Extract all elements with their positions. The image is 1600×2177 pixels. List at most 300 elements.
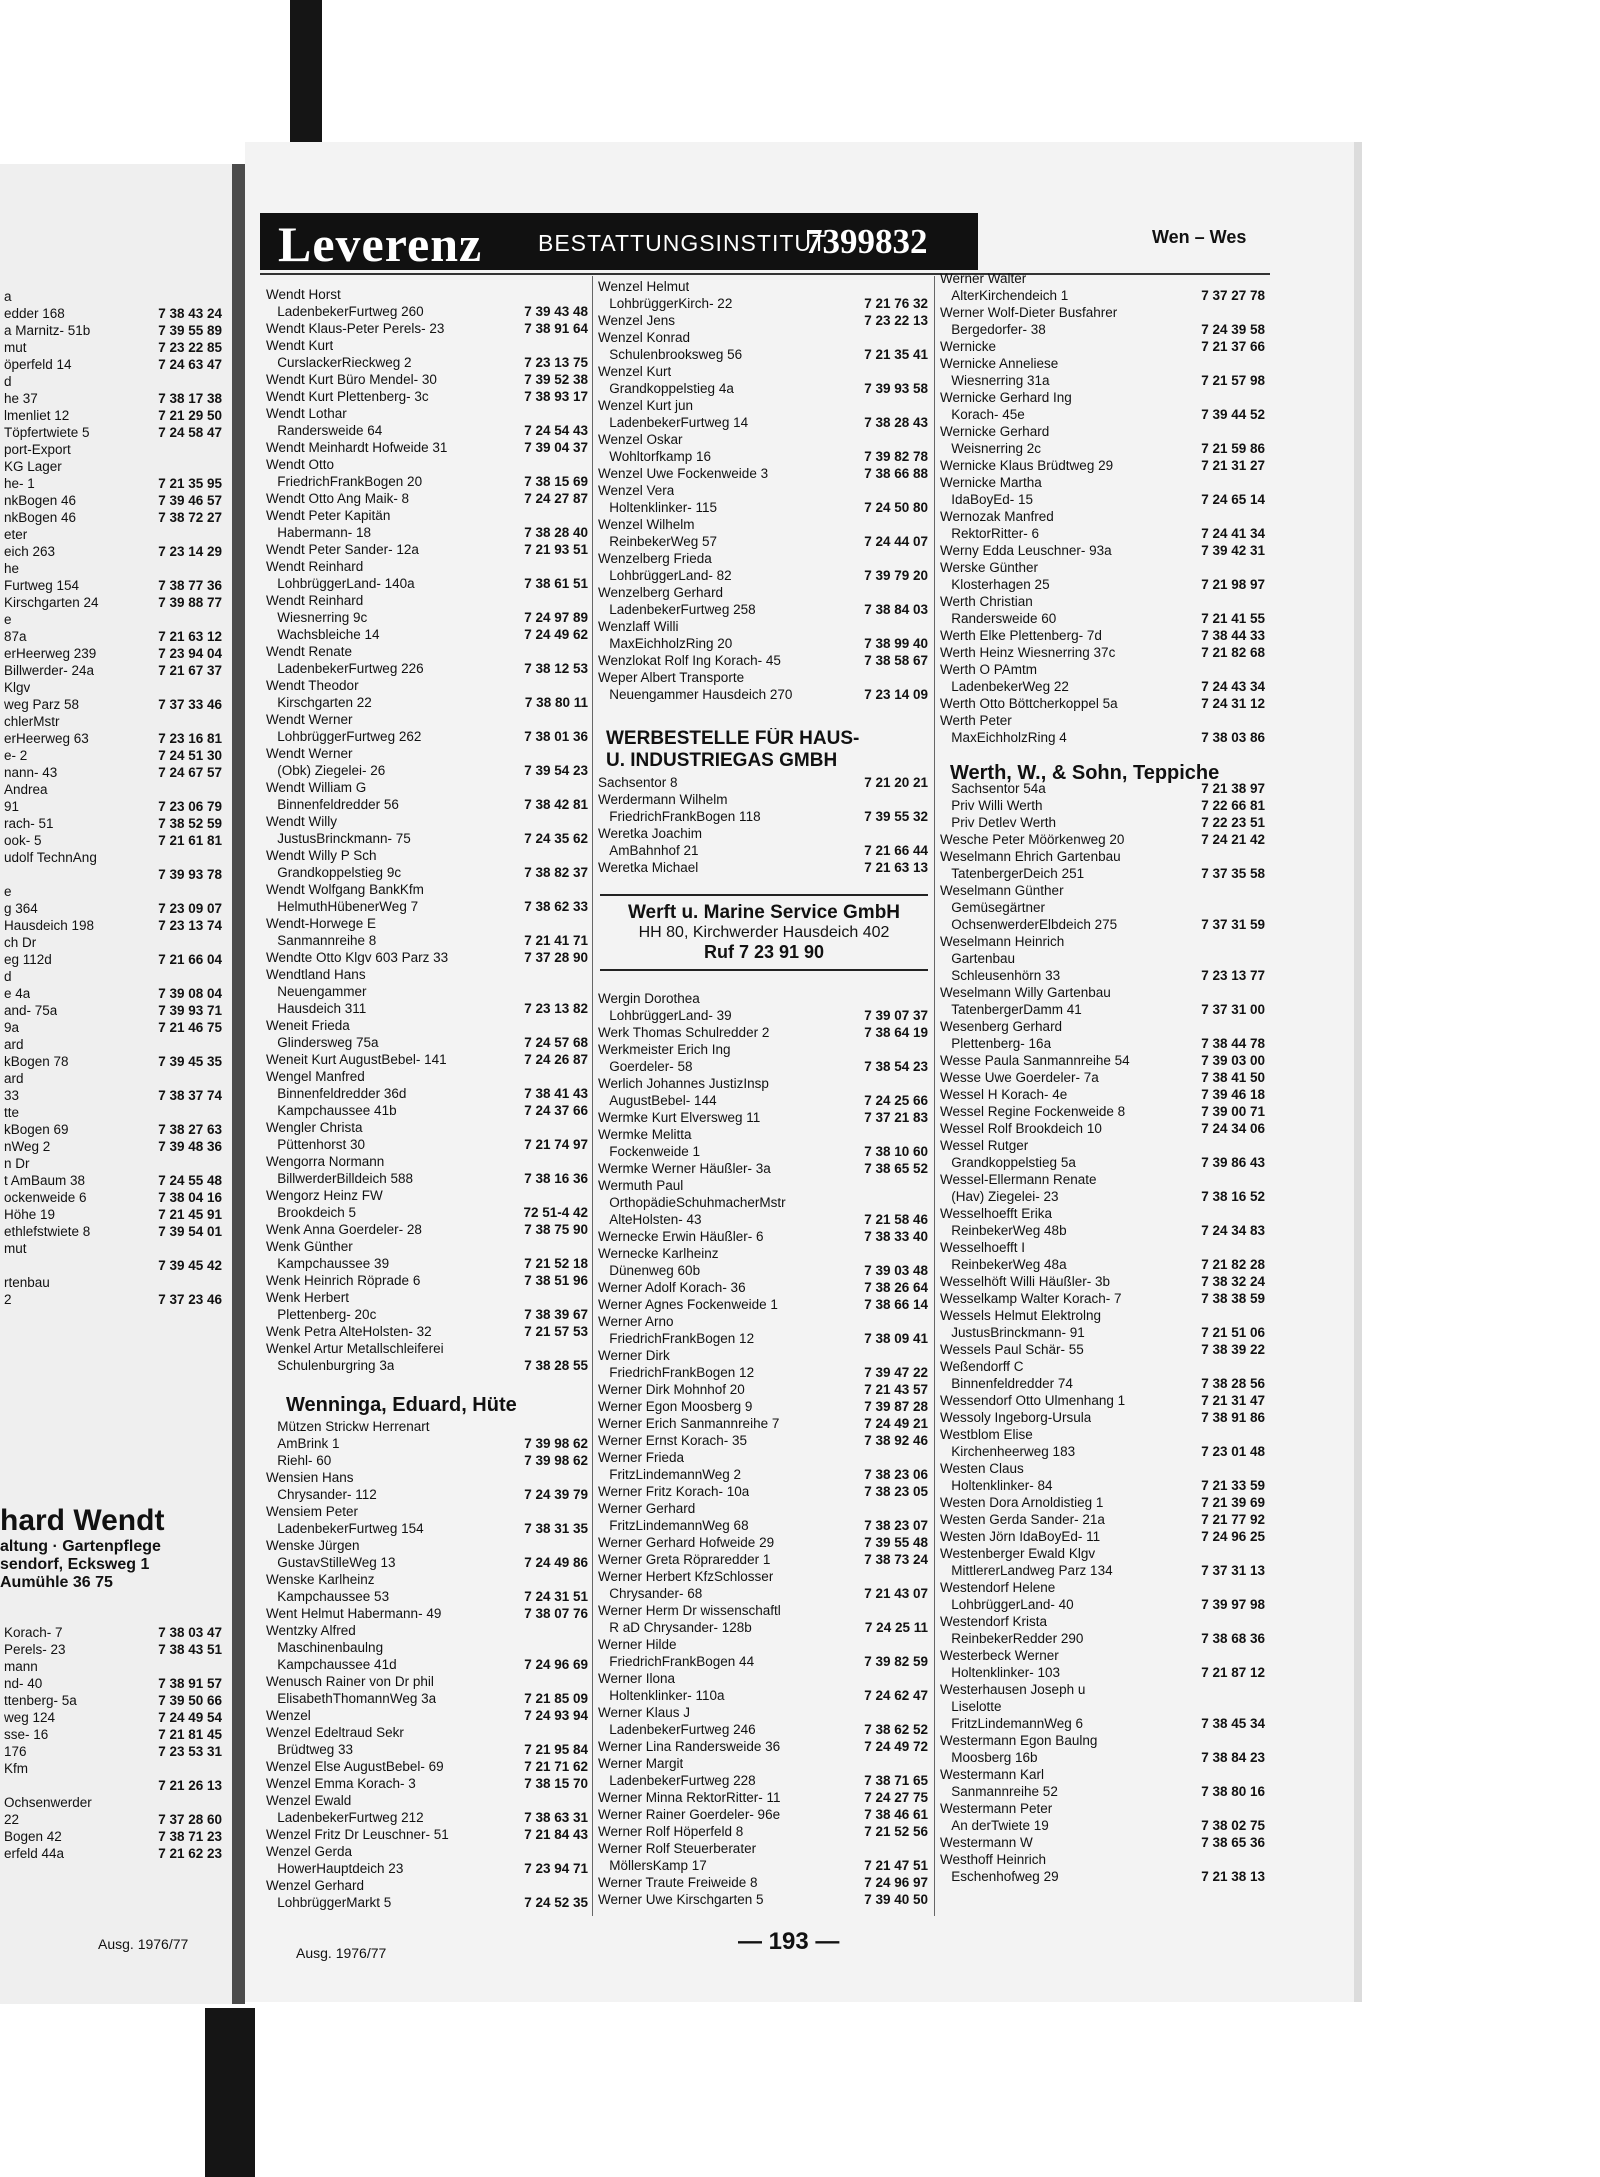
listing-phone: 7 23 13 75	[524, 355, 588, 370]
listing-row	[598, 859, 928, 876]
ad-line: HH 80, Kirchwerder Hausdeich 402	[638, 924, 890, 941]
listing-phone: 7 38 41 43	[524, 1086, 588, 1101]
listing-row	[598, 329, 928, 346]
listing-name: Wenzel Jens	[598, 313, 676, 328]
listing-name: Wermke Melitta	[598, 1127, 692, 1142]
listing-phone: 7 21 52 56	[864, 1824, 928, 1839]
listing-name: Wenzel Ewald	[266, 1793, 352, 1808]
listing-row	[266, 422, 588, 439]
listing-name: Holtenklinker- 84	[940, 1478, 1053, 1493]
listing-row	[940, 1035, 1265, 1052]
listing-phone: 7 38 33 40	[864, 1229, 928, 1244]
listing-row	[266, 558, 588, 575]
listing-phone: 7 23 13 77	[1201, 968, 1265, 983]
listing-name: e	[4, 612, 12, 627]
listing-phone: 7 24 31 51	[524, 1589, 588, 1604]
listing-row	[266, 320, 588, 337]
listing-row	[266, 439, 588, 456]
listing-row	[266, 932, 588, 949]
listing-name: Wendt Renate	[266, 644, 353, 659]
listing-name: Wenzel Uwe Fockenweide 3	[598, 466, 769, 481]
listing-row	[4, 1257, 222, 1274]
listing-name: Furtweg 154	[4, 578, 80, 593]
listing-name: Wenzel Kurt	[598, 364, 672, 379]
listing-phone: 7 24 27 75	[864, 1790, 928, 1805]
listing-phone: 7 39 54 23	[524, 763, 588, 778]
listing-row	[940, 1562, 1265, 1579]
listing-phone: 7 24 54 43	[524, 423, 588, 438]
listing-name: Kirschgarten 22	[266, 695, 372, 710]
listing-row	[940, 1630, 1265, 1647]
listing-phone: 7 21 35 41	[864, 347, 928, 362]
listing-row	[4, 1658, 222, 1675]
listing-row	[940, 287, 1265, 304]
listing-phone: 7 21 58 46	[864, 1212, 928, 1227]
listing-name: Wesse Paula Sanmannreihe 54	[940, 1053, 1130, 1068]
column-2-werbestelle	[598, 774, 928, 884]
page-range-header: Wen – Wes	[1152, 227, 1247, 247]
listing-row	[266, 337, 588, 354]
listing-name: nWeg 2	[4, 1139, 51, 1154]
listing-phone: 7 38 46 61	[864, 1807, 928, 1822]
listing-name: lmenliet 12	[4, 408, 70, 423]
listing-name: ttenberg- 5a	[4, 1693, 77, 1708]
listing-name: Liselotte	[940, 1699, 1002, 1714]
listing-phone: 7 21 87 12	[1201, 1665, 1265, 1680]
listing-phone: 7 38 02 75	[1201, 1818, 1265, 1833]
listing-row	[940, 1868, 1265, 1885]
listing-phone: 7 38 62 33	[524, 899, 588, 914]
listing-phone: 7 21 41 71	[524, 933, 588, 948]
listing-row	[266, 1102, 588, 1119]
listing-row	[4, 458, 222, 475]
banner-phone: 7399832	[805, 222, 928, 261]
listing-phone: 7 38 75 90	[524, 1222, 588, 1237]
listing-phone: 7 23 06 79	[158, 799, 222, 814]
banner-name: Leverenz	[278, 216, 483, 272]
listing-name: Wendte Otto Klgv 603 Parz 33	[266, 950, 449, 965]
listing-name: Wenzel Oskar	[598, 432, 683, 447]
listing-name: Wenzel Gerda	[266, 1844, 353, 1859]
listing-row	[266, 473, 588, 490]
ad-line: Ruf 7 23 91 90	[703, 942, 825, 962]
listing-row	[598, 1211, 928, 1228]
listing-row	[4, 475, 222, 492]
listing-name: ReinbekerWeg 48b	[940, 1223, 1067, 1238]
listing-row	[266, 830, 588, 847]
listing-row	[940, 389, 1265, 406]
listing-name: Kampchaussee 53	[266, 1589, 390, 1604]
listing-name: Wendt Klaus-Peter Perels- 23	[266, 321, 445, 336]
listing-name: Wendt Werner	[266, 712, 353, 727]
listing-row	[940, 916, 1265, 933]
listing-name: Dünenweg 60b	[598, 1263, 701, 1278]
listing-row	[940, 678, 1265, 695]
listing-phone: 7 38 62 52	[864, 1722, 928, 1737]
column-separator	[934, 276, 935, 1916]
listing-row	[940, 1222, 1265, 1239]
listing-name: erfeld 44a	[4, 1846, 65, 1861]
listing-name: Sachsentor 54a	[940, 781, 1046, 796]
listing-phone: 7 39 00 71	[1201, 1104, 1265, 1119]
listing-row	[940, 1188, 1265, 1205]
listing-name: he	[4, 561, 20, 576]
listing-row	[266, 1340, 588, 1357]
listing-phone: 7 38 07 76	[524, 1606, 588, 1621]
listing-row	[598, 1075, 928, 1092]
listing-phone: 7 38 28 40	[524, 525, 588, 540]
listing-name: Werlich Johannes JustizInsp	[598, 1076, 769, 1091]
listing-row	[4, 832, 222, 849]
listing-phone: 7 39 82 78	[864, 449, 928, 464]
listing-phone: 7 21 76 32	[864, 296, 928, 311]
listing-row	[940, 1545, 1265, 1562]
listing-phone: 7 24 55 48	[158, 1173, 222, 1188]
listing-name: Weselmann Willy Gartenbau	[940, 985, 1111, 1000]
listing-row	[940, 1613, 1265, 1630]
listing-name: Sanmannreihe 8	[266, 933, 377, 948]
listing-row	[598, 584, 928, 601]
listing-row	[940, 882, 1265, 899]
listing-name: LadenbekerFurtweg 154	[266, 1521, 424, 1536]
listing-name: rach- 51	[4, 816, 54, 831]
listing-name: Wendt Peter Kapitän	[266, 508, 391, 523]
listing-row	[598, 791, 928, 808]
listing-row	[598, 1466, 928, 1483]
listing-phone: 7 23 13 82	[524, 1001, 588, 1016]
listing-name: Westen Gerda Sander- 21a	[940, 1512, 1105, 1527]
listing-name: ch Dr	[4, 935, 37, 950]
listing-name: IdaBoyEd- 15	[940, 492, 1034, 507]
listing-row	[266, 983, 588, 1000]
listing-phone: 7 21 26 13	[158, 1778, 222, 1793]
page-number: — 193 —	[738, 1928, 840, 1955]
listing-name: Wendt Willy P Sch	[266, 848, 377, 863]
listing-row	[940, 1341, 1265, 1358]
listing-row	[598, 1143, 928, 1160]
listing-name: Werner Walter	[940, 271, 1027, 286]
listing-phone: 7 23 94 04	[158, 646, 222, 661]
listing-name: Werner Rolf Steuerberater	[598, 1841, 757, 1856]
listing-name: Werner Dirk	[598, 1348, 670, 1363]
listing-row	[940, 1307, 1265, 1324]
listing-row	[598, 414, 928, 431]
listing-row	[266, 1792, 588, 1809]
listing-name: he 37	[4, 391, 38, 406]
listing-phone: 7 38 44 78	[1201, 1036, 1265, 1051]
listing-row	[598, 774, 928, 791]
listing-name: Wenusch Rainer von Dr phil	[266, 1674, 434, 1689]
listing-name: ElisabethThomannWeg 3a	[266, 1691, 437, 1706]
listing-row	[598, 1381, 928, 1398]
listing-row	[598, 1891, 928, 1908]
listing-row	[4, 1811, 222, 1828]
listing-phone: 7 39 88 77	[158, 595, 222, 610]
listing-name: Wendt Theodor	[266, 678, 359, 693]
listing-name: Westendorf Helene	[940, 1580, 1056, 1595]
listing-row	[4, 373, 222, 390]
listing-row	[598, 1823, 928, 1840]
listing-name: Wendt William G	[266, 780, 367, 795]
listing-phone: 7 21 61 81	[158, 833, 222, 848]
listing-phone: 7 37 28 90	[524, 950, 588, 965]
listing-name: Holtenklinker- 103	[940, 1665, 1061, 1680]
listing-phone: 7 38 23 06	[864, 1467, 928, 1482]
listing-row	[266, 626, 588, 643]
listing-name: Wendt Wolfgang BankKfm	[266, 882, 424, 897]
listing-phone: 7 38 09 41	[864, 1331, 928, 1346]
listing-phone: 7 37 27 78	[1201, 288, 1265, 303]
listing-row	[940, 1851, 1265, 1868]
listing-name: LohbrüggerMarkt 5	[266, 1895, 392, 1910]
ad-line: U. INDUSTRIEGAS GMBH	[606, 750, 838, 771]
listing-name: Wermke Kurt Elversweg 11	[598, 1110, 761, 1125]
listing-name: Wengorz Heinz FW	[266, 1188, 383, 1203]
listing-row	[4, 1104, 222, 1121]
listing-name: Grandkoppelstieg 4a	[598, 381, 734, 396]
listing-phone: 7 21 38 13	[1201, 1869, 1265, 1884]
column-separator	[592, 276, 593, 1916]
listing-phone: 7 39 54 01	[158, 1224, 222, 1239]
listing-row	[598, 1415, 928, 1432]
listing-row	[598, 1619, 928, 1636]
listing-row	[4, 1053, 222, 1070]
listing-row	[4, 1240, 222, 1257]
listing-name: Wenzel Wilhelm	[598, 517, 695, 532]
listing-row	[940, 1528, 1265, 1545]
listing-phone: 7 21 41 55	[1201, 611, 1265, 626]
listing-phone: 7 38 65 52	[864, 1161, 928, 1176]
listing-row	[266, 388, 588, 405]
listing-phone: 7 38 42 81	[524, 797, 588, 812]
listing-row	[266, 643, 588, 660]
listing-row	[940, 1001, 1265, 1018]
listing-phone: 7 21 43 57	[864, 1382, 928, 1397]
listing-name: Wendt Otto Ang Maik- 8	[266, 491, 410, 506]
listing-row	[4, 1709, 222, 1726]
listing-phone: 7 38 58 67	[864, 653, 928, 668]
listing-name: Hausdeich 198	[4, 918, 95, 933]
listing-row	[266, 354, 588, 371]
listing-row	[598, 346, 928, 363]
listing-name: Wendt Werner	[266, 746, 353, 761]
listing-name: Andrea	[4, 782, 48, 797]
listing-phone: 7 38 39 67	[524, 1307, 588, 1322]
listing-name: Töpfertwiete 5	[4, 425, 90, 440]
listing-row	[940, 1409, 1265, 1426]
listing-row	[4, 1794, 222, 1811]
listing-name: Grandkoppelstieg 9c	[266, 865, 402, 880]
listing-row	[266, 575, 588, 592]
listing-phone: 7 38 03 86	[1201, 730, 1265, 745]
listing-phone: 7 38 71 65	[864, 1773, 928, 1788]
listing-phone: 7 23 22 13	[864, 313, 928, 328]
listing-phone: 7 21 20 21	[864, 775, 928, 790]
listing-name: Westermann Egon Baulng	[940, 1733, 1098, 1748]
listing-phone: 7 38 15 69	[524, 474, 588, 489]
listing-phone: 7 38 28 55	[524, 1358, 588, 1373]
listing-row	[940, 440, 1265, 457]
listing-name: AmBrink 1	[266, 1436, 340, 1451]
listing-name: Wessel Rutger	[940, 1138, 1029, 1153]
listing-phone: 7 24 34 83	[1201, 1223, 1265, 1238]
listing-phone: 7 37 31 00	[1201, 1002, 1265, 1017]
listing-row	[940, 967, 1265, 984]
listing-name: Werner Herm Dr wissenschaftl	[598, 1603, 781, 1618]
listing-phone: 7 21 81 45	[158, 1727, 222, 1742]
listing-name: Wesenberg Gerhard	[940, 1019, 1063, 1034]
listing-name: eg 112d	[4, 952, 52, 967]
listing-phone: 7 38 04 16	[158, 1190, 222, 1205]
column-2	[598, 278, 928, 708]
listing-row	[4, 1291, 222, 1308]
listing-row	[940, 321, 1265, 338]
listing-name: Plettenberg- 20c	[266, 1307, 377, 1322]
listing-row	[266, 1605, 588, 1622]
listing-row	[598, 1585, 928, 1602]
listing-phone: 7 21 98 97	[1201, 577, 1265, 592]
listing-name: Wernicke Gerhard	[940, 424, 1050, 439]
listing-name: OchsenwerderElbdeich 275	[940, 917, 1118, 932]
listing-name: LadenbekerFurtweg 246	[598, 1722, 756, 1737]
listing-row	[4, 1760, 222, 1777]
listing-row	[4, 1274, 222, 1291]
listing-row	[940, 474, 1265, 491]
listing-name: Kirchenheerweg 183	[940, 1444, 1076, 1459]
listing-name: Wendt Kurt	[266, 338, 334, 353]
listing-name: Wernozak Manfred	[940, 509, 1054, 524]
listing-name: Westhoff Heinrich	[940, 1852, 1047, 1867]
listing-row	[940, 542, 1265, 559]
listing-phone: 7 39 86 43	[1201, 1155, 1265, 1170]
listing-phone: 7 39 97 98	[1201, 1597, 1265, 1612]
listing-row	[266, 1452, 588, 1469]
listing-phone: 7 38 37 74	[158, 1088, 222, 1103]
listing-name: Wenzel Else AugustBebel- 69	[266, 1759, 444, 1774]
listing-phone: 7 38 64 19	[864, 1025, 928, 1040]
listing-row	[940, 1052, 1265, 1069]
listing-name: ockenweide 6	[4, 1190, 87, 1205]
listing-phone: 7 21 51 06	[1201, 1325, 1265, 1340]
listing-name: Werk Thomas Schulredder 2	[598, 1025, 770, 1040]
listing-name: Werske Günther	[940, 560, 1039, 575]
listing-name: Binnenfeldredder 36d	[266, 1086, 407, 1101]
listing-row	[940, 848, 1265, 865]
listing-phone: 7 23 13 74	[158, 918, 222, 933]
listing-name: Wengel Manfred	[266, 1069, 365, 1084]
listing-row	[598, 1772, 928, 1789]
listing-name: LohbrüggerLand- 40	[940, 1597, 1074, 1612]
listing-row	[266, 1418, 588, 1435]
listing-row	[598, 1755, 928, 1772]
listing-name: 22	[4, 1812, 20, 1827]
listing-row	[940, 1494, 1265, 1511]
listing-phone: 7 39 04 37	[524, 440, 588, 455]
listing-row	[266, 1843, 588, 1860]
listing-phone: 7 38 91 57	[158, 1676, 222, 1691]
listing-row	[4, 662, 222, 679]
listing-row	[598, 601, 928, 618]
listing-name: d	[4, 969, 12, 984]
listing-phone: 7 38 93 17	[524, 389, 588, 404]
listing-name: LadenbekerFurtweg 226	[266, 661, 424, 676]
ad-line: hard Wendt	[0, 1504, 165, 1537]
listing-row	[940, 1443, 1265, 1460]
listing-phone: 7 39 40 50	[864, 1892, 928, 1907]
listing-phone: 7 38 99 40	[864, 636, 928, 651]
listing-row	[266, 745, 588, 762]
listing-row	[4, 1172, 222, 1189]
listing-phone: 7 38 71 23	[158, 1829, 222, 1844]
listing-row	[266, 1469, 588, 1486]
listing-name: Wiesnerring 9c	[266, 610, 368, 625]
listing-name: Wendt Willy	[266, 814, 338, 829]
listing-name: Wenzel Gerhard	[266, 1878, 365, 1893]
listing-name: Weßendorff C	[940, 1359, 1024, 1374]
listing-row	[598, 1806, 928, 1823]
listing-row	[266, 541, 588, 558]
listing-row	[266, 762, 588, 779]
listing-row	[266, 286, 588, 303]
listing-name: Westermann Peter	[940, 1801, 1053, 1816]
listing-name: JustusBrinckmann- 75	[266, 831, 411, 846]
listing-row	[266, 1435, 588, 1452]
listing-row	[4, 1692, 222, 1709]
listing-row	[266, 609, 588, 626]
listing-row	[266, 1860, 588, 1877]
listing-row	[940, 1817, 1265, 1834]
left-page	[0, 164, 232, 2004]
listing-phone: 7 24 27 87	[524, 491, 588, 506]
listing-row	[598, 295, 928, 312]
listing-name: Wendt Lothar	[266, 406, 347, 421]
listing-name: Höhe 19	[4, 1207, 56, 1222]
listing-row	[4, 798, 222, 815]
listing-phone: 7 24 67 57	[158, 765, 222, 780]
listing-name: Wiesnerring 31a	[940, 373, 1050, 388]
listing-name: Billwerder- 24a	[4, 663, 95, 678]
listing-row	[598, 533, 928, 550]
listing-row	[266, 796, 588, 813]
listing-row	[598, 278, 928, 295]
listing-row	[266, 1357, 588, 1374]
listing-name: Werner Gerhard	[598, 1501, 696, 1516]
listing-row	[940, 1647, 1265, 1664]
listing-phone: 7 39 47 22	[864, 1365, 928, 1380]
listing-row	[598, 516, 928, 533]
listing-phone: 7 38 17 38	[158, 391, 222, 406]
page-gutter	[232, 164, 245, 2004]
listing-row	[266, 592, 588, 609]
listing-row	[940, 1171, 1265, 1188]
listing-name: Schulenbrooksweg 56	[598, 347, 743, 362]
listing-row	[598, 1517, 928, 1534]
listing-phone: 7 24 57 68	[524, 1035, 588, 1050]
listing-phone: 7 39 42 31	[1201, 543, 1265, 558]
listing-row	[266, 966, 588, 983]
listing-phone: 7 38 84 23	[1201, 1750, 1265, 1765]
listing-row	[940, 1018, 1265, 1035]
listing-row	[4, 1743, 222, 1760]
listing-phone: 7 37 28 60	[158, 1812, 222, 1827]
listing-row	[4, 288, 222, 305]
listing-row	[266, 813, 588, 830]
listing-row	[266, 1673, 588, 1690]
listing-name: Westerbeck Werner	[940, 1648, 1059, 1663]
listing-phone: 7 38 28 56	[1201, 1376, 1265, 1391]
listing-name: GustavStilleWeg 13	[266, 1555, 396, 1570]
listing-name: Werner Rainer Goerdeler- 96e	[598, 1807, 781, 1822]
